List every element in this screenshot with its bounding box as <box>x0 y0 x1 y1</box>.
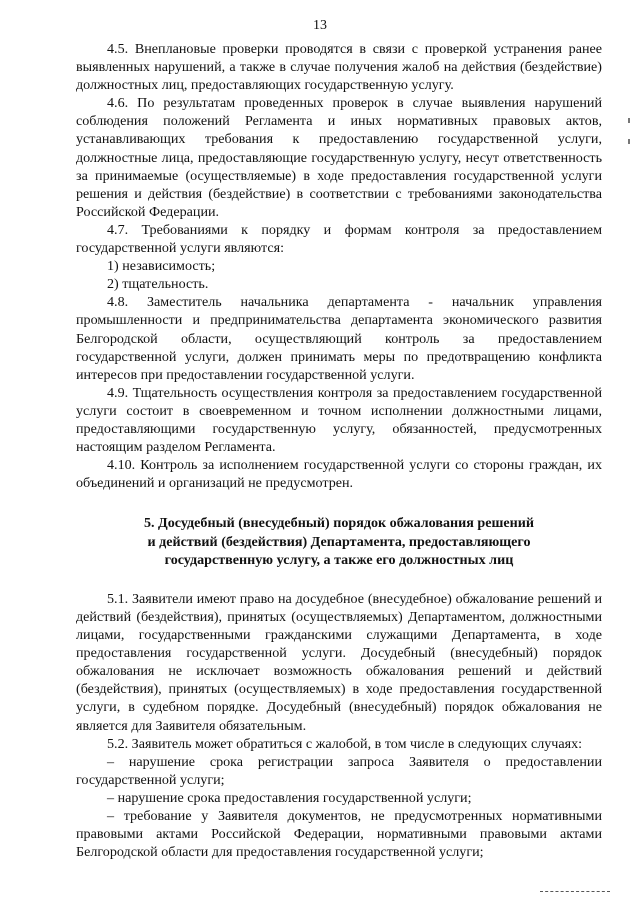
paragraph-4-9: 4.9. Тщательность осуществления контроля за предоставлением государственной услуги состоит в своевременном и точном исполнении должностными лицами, предоставляющими государственную услугу, обязанностей, предусмотренных настоящим разделом Регламента. <box>76 384 602 456</box>
paragraph-4-10: 4.10. Контроль за исполнением государственной услуги со стороны граждан, их объединений и организаций не предусмотрен. <box>76 457 602 492</box>
list-item-service-deadline: – нарушение срока предоставления государственной услуги; <box>107 789 472 806</box>
heading-line: государственную услугу, а также его должностных лиц <box>164 552 514 569</box>
heading-line: 5. Досудебный (внесудебный) порядок обжалования решений <box>143 515 535 532</box>
paragraph-5-2: 5.2. Заявитель может обратиться с жалобой, в том числе в следующих случаях: <box>107 735 583 752</box>
list-item-independence: 1) независимость; <box>107 258 216 275</box>
page-number: 13 <box>313 18 327 33</box>
document-body <box>76 40 602 861</box>
section-5-heading <box>76 514 602 570</box>
scan-mark <box>628 139 630 144</box>
scan-margin-marks <box>628 118 634 160</box>
paragraph-4-7: 4.7. Требованиями к порядку и формам контроля за предоставлением государственной услуги являются: <box>76 221 602 257</box>
list-item-extra-documents: – требование у Заявителя документов, не предусмотренных нормативными правовыми актами Российской Федерации, нормативными правовыми актами Белгородской области для предоставления государственной услуги; <box>76 807 602 861</box>
paragraph-5-1: 5.1. Заявители имеют право на досудебное (внесудебное) обжалование решений и действий (бездействия), принятых (осуществляемых) Департаментом, должностными лицами, государственными гражданскими служащими Департамента, в ходе предоставления государственной услуги. Досудебный (внесудебный) порядок обжалования не исключает возможность обжалования решений и действий (бездействия), принятых (осуществляемых) в ходе предоставления государственной услуги, в судебном порядке. Досудебный (внесудебный) порядок обжалования не является для Заявителя обязательным. <box>76 590 602 734</box>
paragraph-4-8: 4.8. Заместитель начальника департамента - начальник управления промышленности и предпринимательства департамента экономического развития Белгородской области, осуществляющий контроль за предоставлением государственной услуги, должен принимать меры по предотвращению конфликта интересов при предоставлении государственной услуги. <box>76 294 602 383</box>
list-item-thoroughness: 2) тщательность. <box>107 276 209 293</box>
scan-mark <box>628 118 630 123</box>
heading-line: и действий (бездействия) Департамента, предоставляющего <box>147 533 531 550</box>
list-item-registration-deadline: – нарушение срока регистрации запроса Заявителя о предоставлении государственной услуги; <box>76 753 602 788</box>
paragraph-4-6: 4.6. По результатам проведенных проверок в случае выявления нарушений соблюдения положений Регламента и иных нормативных правовых актов, устанавливающих требования к предоставлению государственной услуги, должностные лица, предоставляющие государственную услугу, несут ответственность за принимаемые (осуществляемые) в ходе предоставления государственной услуги решения и действия (бездействие) в соответствии с требованиями законодательства Российской Федерации. <box>76 95 602 220</box>
scan-edge-line <box>540 891 610 892</box>
paragraph-4-5: 4.5. Внеплановые проверки проводятся в связи с проверкой устранения ранее выявленных нарушений, а также в случае получения жалоб на действия (бездействие) должностных лиц, предоставляющих государственную услугу. <box>76 41 602 94</box>
